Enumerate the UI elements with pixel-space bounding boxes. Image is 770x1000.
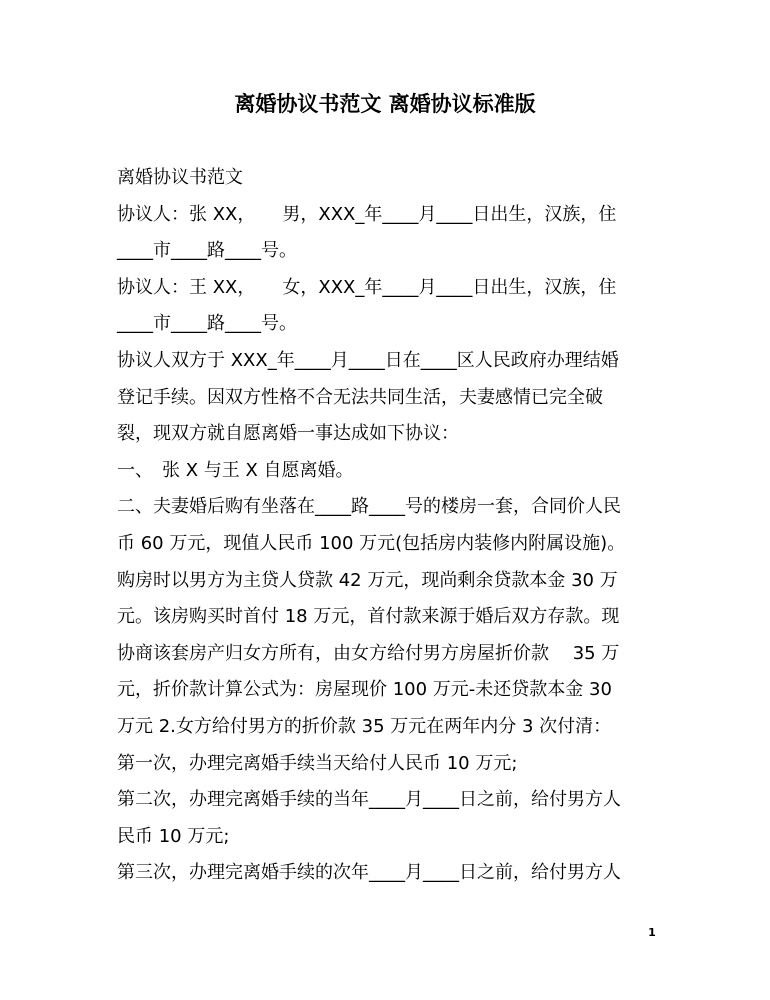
page-number: 1 bbox=[648, 926, 656, 939]
text-line: ____市____路____号。 bbox=[117, 240, 297, 262]
text-line: 一、 张 X 与王 X 自愿离婚。 bbox=[117, 459, 354, 481]
text-line: 币 60 万元，现值人民币 100 万元(包括房内装修内附属设施)。 bbox=[117, 532, 626, 554]
text-line: 购房时以男方为主贷人贷款 42 万元，现尚剩余贷款本金 30 万 bbox=[117, 569, 618, 591]
text-line: 民币 10 万元; bbox=[117, 825, 230, 847]
text-line: 第一次，办理完离婚手续当天给付人民币 10 万元; bbox=[117, 752, 518, 774]
text-line: 二、夫妻婚后购有坐落在____路____号的楼房一套，合同价人民 bbox=[117, 496, 621, 518]
text-line: 离婚协议书范文 bbox=[117, 167, 243, 188]
text-line: 第二次，办理完离婚手续的当年____月____日之前，给付男方人 bbox=[117, 789, 621, 811]
page-title: 离婚协议书范文 离婚协议标准版 bbox=[234, 92, 536, 116]
text-line: 协商该套房产归女方所有，由女方给付男方房屋折价款 35 万 bbox=[117, 642, 620, 664]
text-line: 裂，现双方就自愿离婚一事达成如下协议： bbox=[117, 423, 459, 445]
text-line: 登记手续。因双方性格不合无法共同生活，夫妻感情已完全破 bbox=[117, 386, 603, 408]
text-line: 协议人：王 XX， 女，XXX_年____月____日出生，汉族，住 bbox=[117, 276, 617, 298]
text-line: 第三次，办理完离婚手续的次年____月____日之前，给付男方人 bbox=[117, 862, 621, 884]
text-line: 元，折价款计算公式为：房屋现价 100 万元-未还贷款本金 30 bbox=[117, 679, 612, 701]
text-line: 元。该房购买时首付 18 万元，首付款来源于婚后双方存款。现 bbox=[117, 606, 620, 628]
text-line: 协议人：张 XX， 男，XXX_年____月____日出生，汉族，住 bbox=[117, 203, 617, 225]
text-line: ____市____路____号。 bbox=[117, 313, 297, 335]
text-line: 协议人双方于 XXX_年____月____日在____区人民政府办理结婚 bbox=[117, 349, 619, 371]
text-line: 万元 2.女方给付男方的折价款 35 万元在两年内分 3 次付清： bbox=[117, 715, 612, 737]
document-body bbox=[117, 160, 657, 892]
